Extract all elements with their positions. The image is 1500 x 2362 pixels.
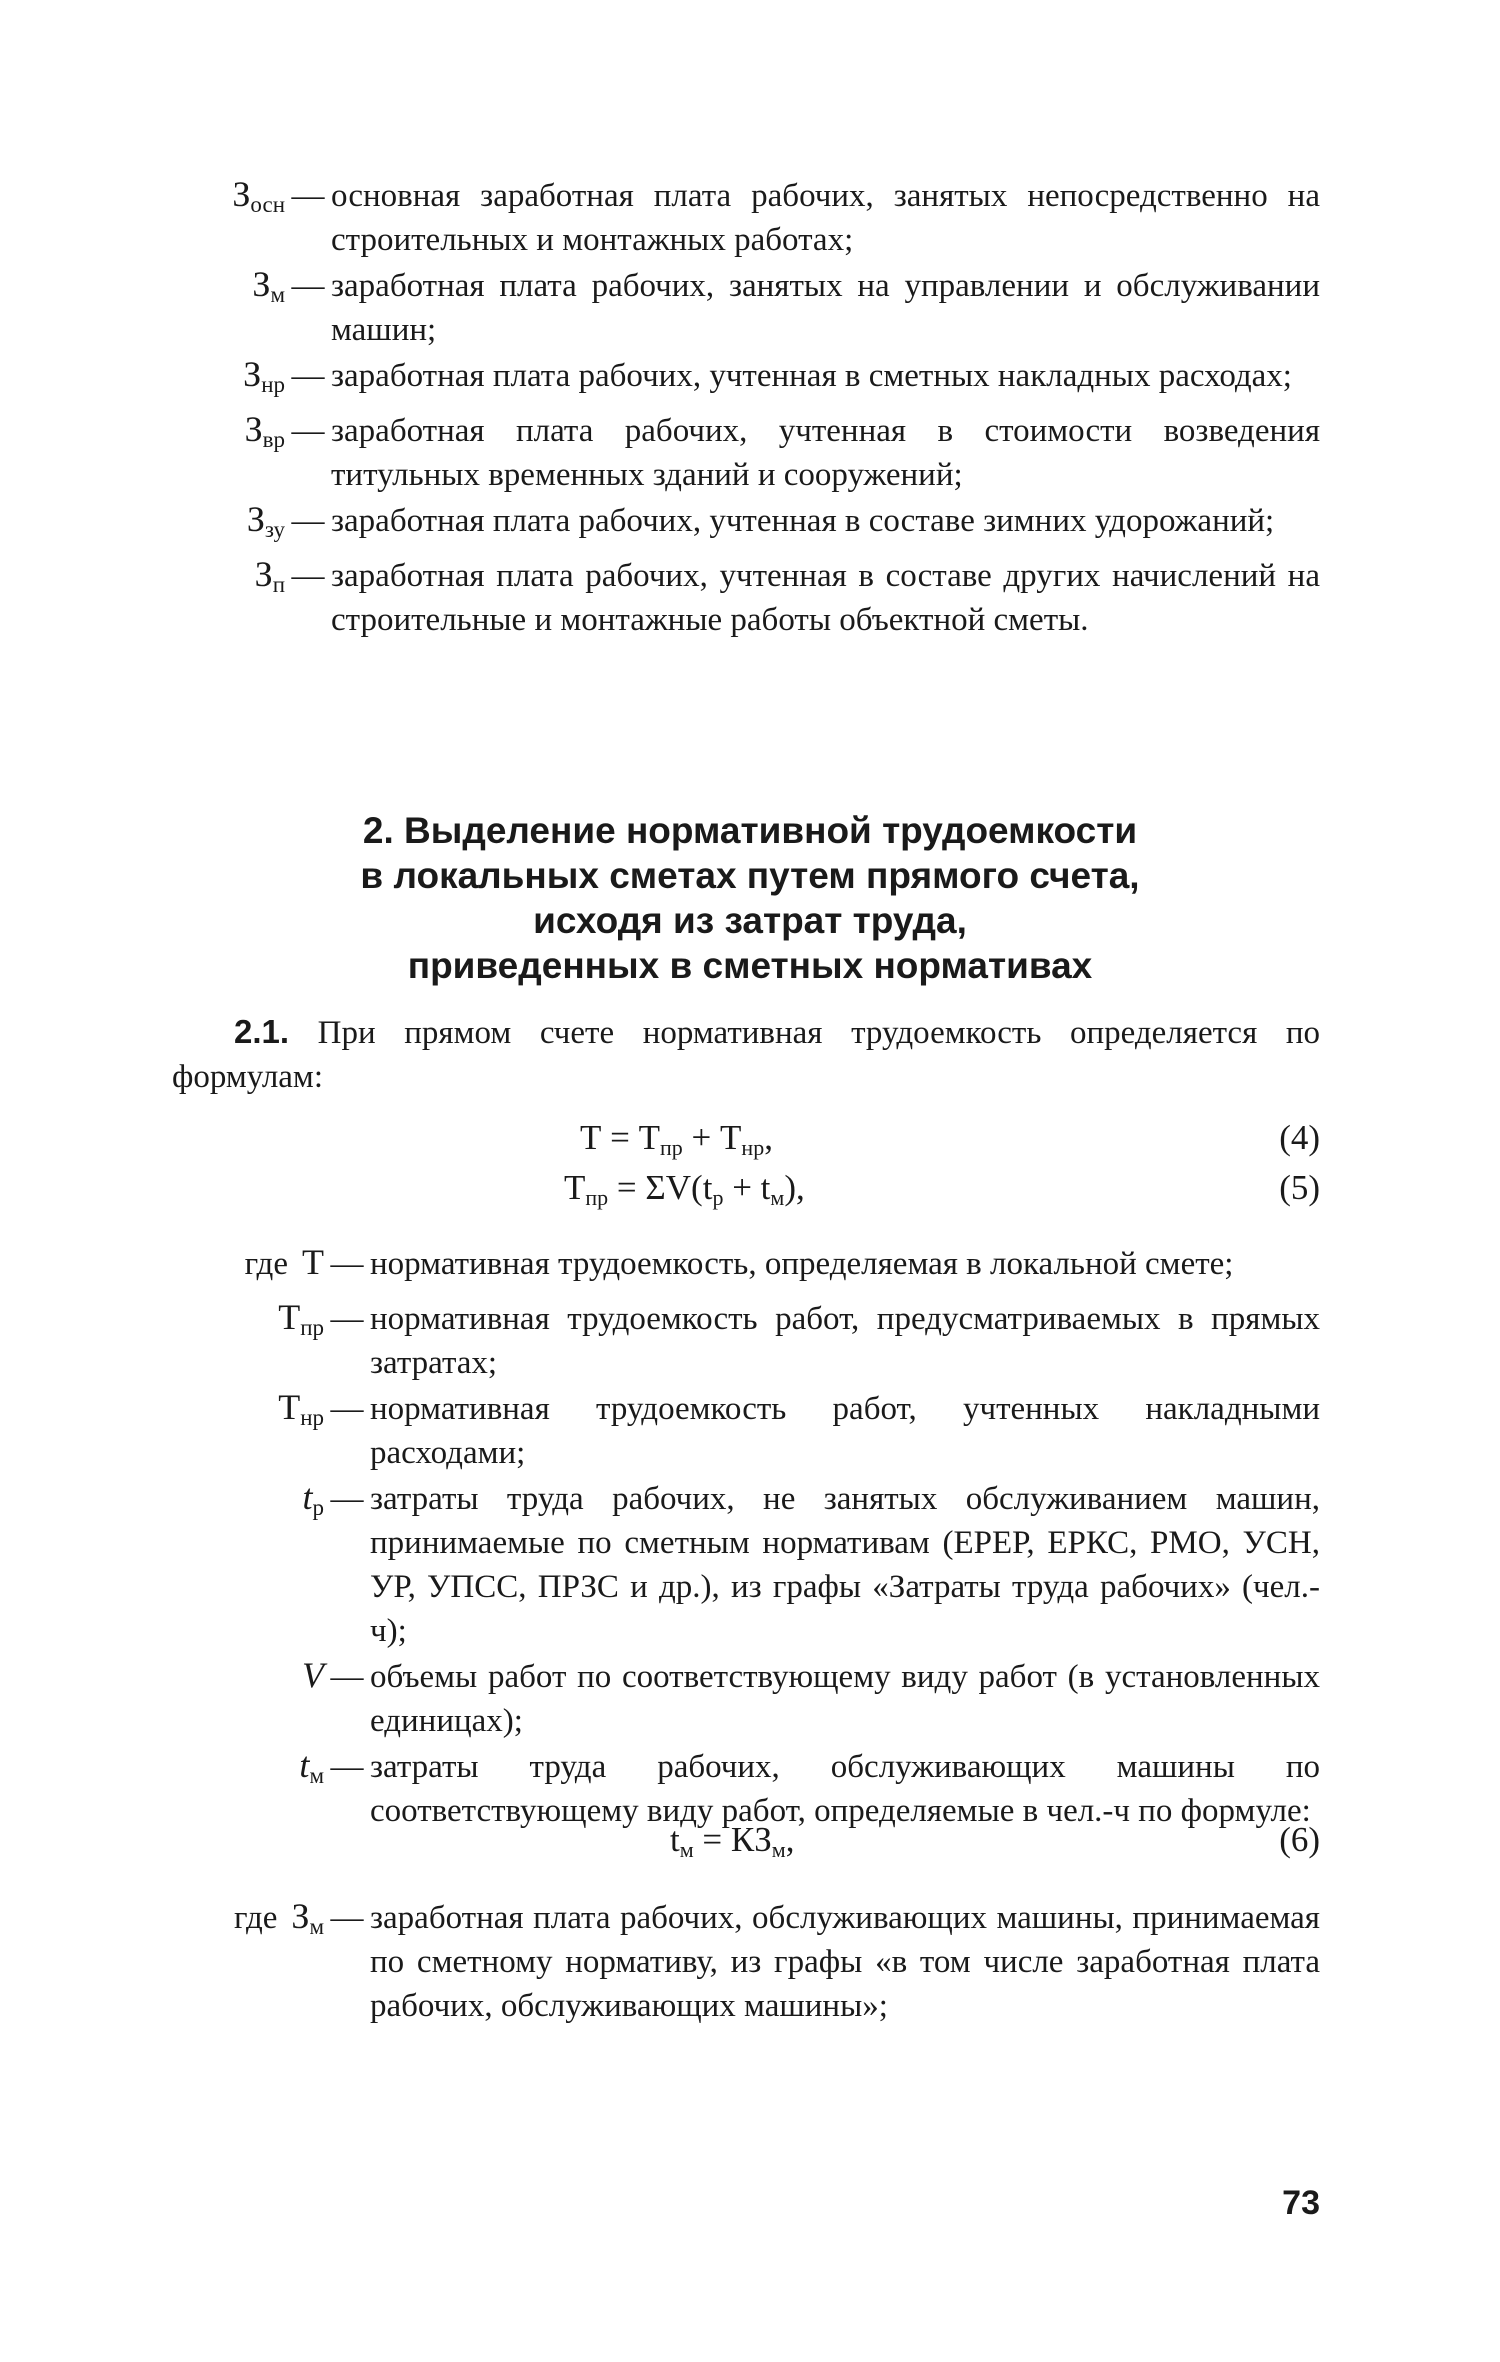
definition-text: объемы работ по соответствующему виду работ (в установленных единицах); (370, 1659, 1320, 1739)
definition-term (190, 552, 285, 607)
definition-dash: — (291, 558, 325, 594)
term-symbol: t (302, 1477, 313, 1517)
definition-dash: — (330, 1900, 364, 1936)
definition-item (190, 172, 1320, 262)
definition-item (172, 1385, 1320, 1475)
definition-text: заработная плата рабочих, учтенная в составе зимних удорожаний; (331, 503, 1275, 539)
definition-term (190, 172, 285, 227)
formula-5-number: (5) (1279, 1168, 1320, 1207)
definition-term (190, 352, 285, 407)
term-symbol: З (254, 554, 273, 594)
term-subscript: р (312, 1495, 324, 1520)
definition-text: заработная плата рабочих, учтенная в сметных накладных расходах; (331, 358, 1292, 394)
heading-line: приведенных в сметных нормативах (407, 945, 1093, 986)
definition-term (172, 1475, 324, 1530)
term-subscript: нр (300, 1405, 324, 1430)
formula-5 (172, 1166, 1320, 1210)
definition-dash: — (291, 413, 325, 449)
term-subscript: п (272, 572, 285, 597)
paragraph-number: 2.1. (234, 1013, 290, 1050)
paragraph-2-1 (172, 1010, 1320, 1099)
definition-dash: — (291, 178, 325, 214)
formula-4 (172, 1116, 1320, 1160)
formula-6 (172, 1818, 1320, 1862)
formula-6-number: (6) (1279, 1820, 1320, 1859)
definition-item (172, 1240, 1320, 1295)
term-symbol: З (244, 409, 263, 449)
definition-text: нормативная трудоемкость работ, предусматриваемых в прямых затратах; (370, 1301, 1320, 1381)
definition-term (172, 1385, 324, 1440)
definition-item (172, 1475, 1320, 1653)
heading-line: 2. Выделение нормативной трудоемкости (362, 810, 1138, 851)
section-heading (180, 808, 1320, 988)
formula-6-expression: $t_м = КЗ_м$, (670, 1820, 795, 1862)
term-symbol: З (243, 354, 262, 394)
formula-5-expression: $Т_{пр} = \Sigma V(t_р + t_м)$, (564, 1168, 805, 1210)
term-symbol: Т (278, 1297, 301, 1337)
definition-dash: — (330, 1301, 364, 1337)
term-symbol: Т (302, 1242, 324, 1282)
term-symbol: З (232, 174, 251, 214)
definitions-list-3 (172, 1894, 1320, 2028)
definition-dash: — (330, 1749, 364, 1785)
definition-text: заработная плата рабочих, занятых на управлении и обслуживании машин; (331, 268, 1320, 348)
definition-dash: — (291, 268, 325, 304)
definition-item (172, 1653, 1320, 1743)
term-subscript: зу (264, 517, 285, 542)
term-subscript: вр (262, 427, 285, 452)
definition-dash: — (330, 1481, 364, 1517)
paragraph-text: При прямом счете нормативная трудоемкость определяется по формулам: (172, 1015, 1321, 1095)
where-label: где (244, 1246, 288, 1282)
definition-text: основная заработная плата рабочих, занятых непосредственно на строительных и монтажных работах; (331, 178, 1320, 258)
term-symbol: З (246, 499, 265, 539)
where-label: где (234, 1900, 278, 1936)
definition-text: нормативная трудоемкость, определяемая в локальной смете; (370, 1246, 1234, 1282)
definition-term (172, 1653, 324, 1708)
definition-item (172, 1295, 1320, 1385)
definition-text: затраты труда рабочих, не занятых обслуживанием машин, принимаемые по сметным нормативам (ЕРЕР, ЕРКС, РМО, УСН, УР, УПСС, ПРЗС и др.), из графы «Затраты труда рабочих» (чел.-ч); (370, 1481, 1320, 1649)
definition-term (190, 407, 285, 462)
formula-4-expression: $Т = Т_{пр} + Т_{нр}$, (580, 1118, 773, 1160)
definition-text: заработная плата рабочих, обслуживающих машины, принимаемая по сметному нормативу, из графы «в том числе заработная плата рабочих, обслуживающих машины»; (370, 1900, 1320, 2024)
heading-line: исходя из затрат труда, (533, 900, 967, 941)
definition-term (190, 497, 285, 552)
definition-dash: — (291, 358, 325, 394)
definition-dash: — (330, 1659, 364, 1695)
definition-term (172, 1743, 324, 1798)
page-number: 73 (1282, 2184, 1320, 2222)
term-subscript: м (270, 282, 285, 307)
definition-item (190, 262, 1320, 352)
term-subscript: пр (300, 1315, 324, 1340)
definition-term (172, 1894, 324, 1949)
term-subscript: м (309, 1763, 324, 1788)
definition-item (172, 1894, 1320, 2028)
definitions-list-1 (190, 172, 1320, 642)
definition-term (190, 262, 285, 317)
term-symbol: З (291, 1896, 310, 1936)
term-subscript: осн (250, 192, 285, 217)
definitions-list-2 (172, 1240, 1320, 1833)
term-symbol: З (252, 264, 271, 304)
definition-text: затраты труда рабочих, обслуживающих машины по соответствующему виду работ, определяемые в чел.-ч по формуле: (370, 1749, 1320, 1829)
definition-item (190, 352, 1320, 407)
definition-item (190, 407, 1320, 497)
definition-item (190, 497, 1320, 552)
definition-item (190, 552, 1320, 642)
formula-4-number: (4) (1279, 1118, 1320, 1157)
definition-dash: — (330, 1246, 364, 1282)
heading-line: в локальных сметах путем прямого счета, (360, 855, 1140, 896)
term-subscript: нр (261, 372, 285, 397)
definition-dash: — (291, 503, 325, 539)
definition-dash: — (330, 1391, 364, 1427)
definition-term (172, 1295, 324, 1350)
term-symbol: V (302, 1655, 324, 1695)
term-subscript: м (309, 1914, 324, 1939)
definition-text: нормативная трудоемкость работ, учтенных накладными расходами; (370, 1391, 1320, 1471)
definition-term (172, 1240, 324, 1295)
term-symbol: Т (278, 1387, 301, 1427)
definition-text: заработная плата рабочих, учтенная в составе других начислений на строительные и монтажные работы объектной сметы. (331, 558, 1320, 638)
term-symbol: t (299, 1745, 310, 1785)
definition-text: заработная плата рабочих, учтенная в стоимости возведения титульных временных зданий и сооружений; (331, 413, 1320, 493)
